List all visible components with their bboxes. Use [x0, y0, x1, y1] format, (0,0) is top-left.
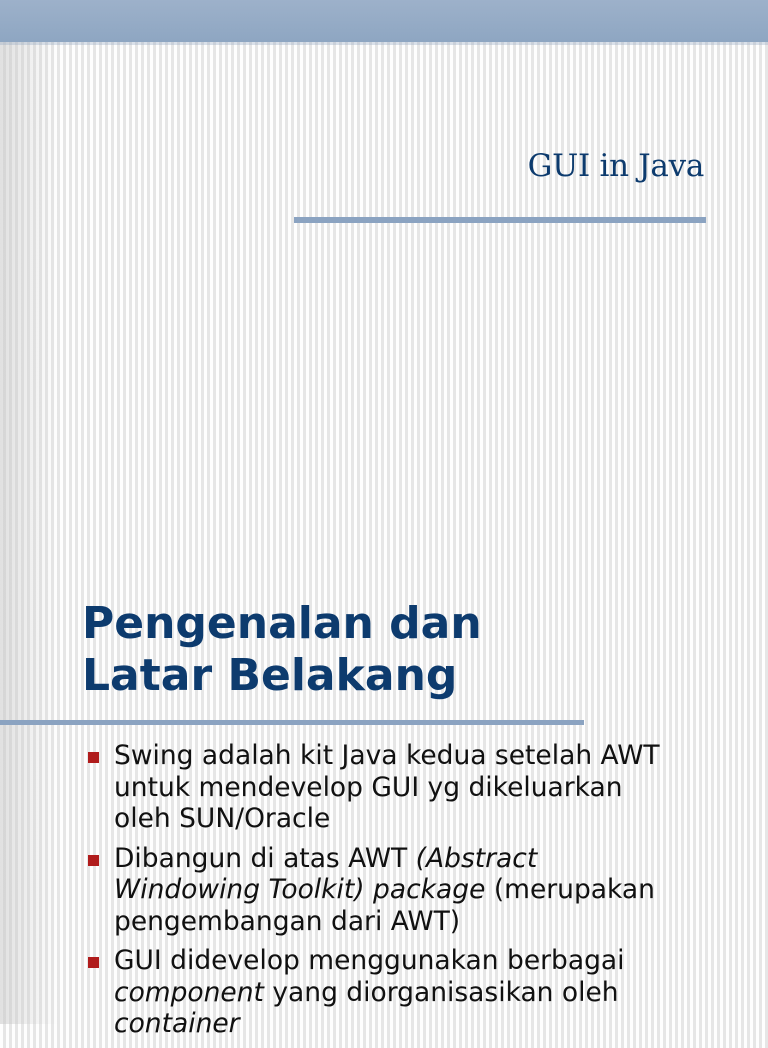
bullet-item [86, 843, 756, 938]
section-title-line: Latar Belakang [82, 650, 458, 701]
bullet-line [114, 803, 756, 835]
bullet-emphasis: container [114, 1008, 240, 1039]
bullet-text: oleh SUN/Oracle [114, 803, 331, 834]
bullet-text: yang diorganisasikan oleh [263, 976, 619, 1008]
bullet-line [114, 843, 756, 875]
bullet-line [114, 906, 756, 938]
bullet-line [114, 874, 756, 906]
section-title [82, 598, 482, 702]
title-underline [294, 217, 706, 223]
square-bullet-icon [88, 855, 99, 866]
bullet-emphasis: component [114, 976, 264, 1008]
bullet-line [114, 977, 756, 1009]
slide-header-band [0, 0, 768, 42]
bullet-text: Dibangun di atas AWT [114, 842, 416, 874]
slide-left-shade [0, 0, 58, 575]
slide-title: GUI in Java [527, 148, 704, 184]
bullet-emphasis: (Abstract [415, 842, 538, 874]
bullet-text: Swing adalah kit Java kedua setelah AWT [114, 740, 660, 771]
section-title-underline [0, 720, 584, 725]
bullet-line [114, 740, 756, 772]
section-title-line: Pengenalan dan [82, 598, 482, 649]
bullet-text: (merupakan [485, 874, 655, 905]
bullet-line [114, 772, 756, 804]
bullet-text: GUI didevelop menggunakan berbagai [114, 945, 625, 976]
bullet-text: pengembangan dari AWT) [114, 905, 461, 937]
bullet-line [114, 945, 756, 977]
bullet-item [86, 945, 756, 1040]
bullet-list [86, 740, 756, 1048]
square-bullet-icon [88, 752, 99, 763]
slide-left-shade [0, 575, 58, 1024]
square-bullet-icon [88, 957, 99, 968]
bullet-item [86, 740, 756, 835]
bullet-text: untuk mendevelop GUI yg dikeluarkan [114, 771, 623, 803]
bullet-emphasis: Windowing Toolkit) package [114, 874, 486, 905]
